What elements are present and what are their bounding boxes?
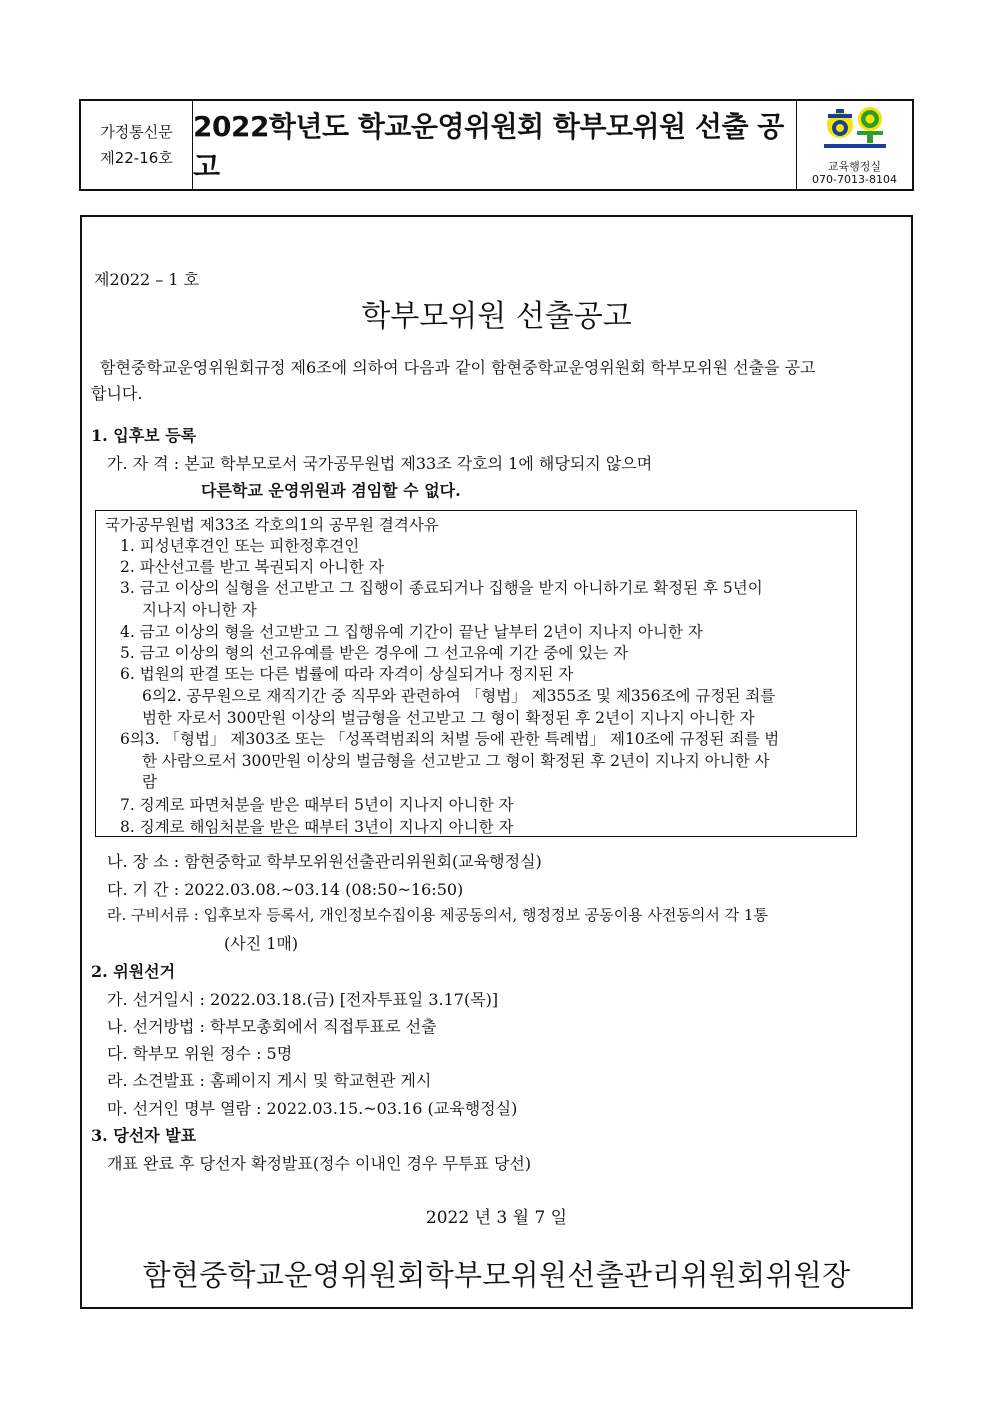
box-line: 범한 자로서 300만원 이상의 벌금형을 선고받고 그 형이 확정된 후 2년이 지나지 아니한 자	[142, 709, 755, 727]
school-logo-icon	[820, 106, 890, 154]
header-contact	[796, 101, 912, 189]
section-2-heading: 2. 위원선거	[91, 962, 176, 981]
doc-type: 가정통신문	[100, 123, 173, 141]
qualification-line-2: 다른학교 운영위원과 겸임할 수 없다.	[201, 481, 461, 500]
box-line: 2. 파산선고를 받고 복권되지 아니한 자	[120, 558, 385, 576]
notice-title: 학부모위원 선출공고	[361, 299, 632, 334]
box-line: 6. 법원의 판결 또는 다른 법률에 따라 자격이 상실되거나 정지된 자	[120, 665, 574, 683]
office-phone: 070-7013-8104	[812, 173, 897, 186]
intro-line-1: 함현중학교운영위원회규정 제6조에 의하여 다음과 같이 함현중학교운영위원회 학부모위원 선출을 공고	[100, 358, 816, 377]
header-doc-info	[81, 101, 193, 189]
box-line: 3. 금고 이상의 실형을 선고받고 그 집행이 종료되거나 집행을 받지 아니하기로 확정된 후 5년이	[120, 579, 763, 597]
qualification-line-1: 가. 자 격 : 본교 학부모로서 국가공무원법 제33조 각호의 1에 해당되지 않으며	[107, 454, 653, 473]
election-item: 가. 선거일시 : 2022.03.18.(금) [전자투표일 3.17(목)]	[107, 990, 499, 1009]
box-line: 한 사람으로서 300만원 이상의 벌금형을 선고받고 그 형이 확정된 후 2년이 지나지 아니한 사	[142, 752, 770, 770]
documents-line-2: (사진 1매)	[224, 934, 299, 953]
section-1-heading: 1. 입후보 등록	[91, 426, 197, 445]
box-line: 지나지 아니한 자	[142, 601, 257, 619]
intro-line-2: 합니다.	[91, 384, 143, 403]
doc-number: 제22-16호	[100, 149, 173, 167]
election-item: 마. 선거인 명부 열람 : 2022.03.15.~03.16 (교육행정실)	[107, 1099, 518, 1118]
header-title: 2022학년도 학교운영위원회 학부모위원 선출 공고	[193, 110, 784, 183]
period-line: 다. 기 간 : 2022.03.08.~03.14 (08:50~16:50)	[107, 880, 464, 899]
box-title: 국가공무원법 제33조 각호의1의 공무원 결격사유	[105, 516, 439, 534]
notice-number: 제2022 – 1 호	[94, 270, 200, 289]
place-line: 나. 장 소 : 함현중학교 학부모위원선출관리위원회(교육행정실)	[107, 852, 542, 871]
box-line: 람	[142, 773, 157, 791]
section-3-heading: 3. 당선자 발표	[91, 1126, 197, 1145]
notice-body	[80, 215, 913, 1309]
election-item: 다. 학부모 위원 정수 : 5명	[107, 1044, 293, 1063]
notice-header	[79, 99, 914, 191]
disqualification-box	[95, 510, 857, 837]
box-line: 7. 징계로 파면처분을 받은 때부터 5년이 지나지 아니한 자	[120, 796, 514, 814]
notice-signer: 함현중학교운영위원회학부모위원선출관리위원회위원장	[142, 1258, 851, 1292]
election-item: 라. 소견발표 : 홈페이지 게시 및 학교현관 게시	[107, 1071, 432, 1090]
box-line: 8. 징계로 해임처분을 받은 때부터 3년이 지나지 아니한 자	[120, 818, 514, 836]
box-line: 6의3. 「형법」 제303조 또는 「성폭력범죄의 처벌 등에 관한 특례법」 제10조에 규정된 죄를 범	[120, 730, 780, 748]
documents-line-1: 라. 구비서류 : 입후보자 등록서, 개인정보수집이용 제공동의서, 행정정보 공동이용 사전동의서 각 1통	[107, 906, 768, 924]
announcement-text: 개표 완료 후 당선자 확정발표(정수 이내인 경우 무투표 당선)	[107, 1154, 532, 1173]
box-line: 5. 금고 이상의 형의 선고유예를 받은 경우에 그 선고유예 기간 중에 있는 자	[120, 644, 629, 662]
box-line: 1. 피성년후견인 또는 피한정후견인	[120, 537, 360, 555]
box-line: 4. 금고 이상의 형을 선고받고 그 집행유예 기간이 끝난 날부터 2년이 지나지 아니한 자	[120, 623, 703, 641]
election-item: 나. 선거방법 : 학부모총회에서 직접투표로 선출	[107, 1017, 437, 1036]
notice-date: 2022 년 3 월 7 일	[425, 1208, 568, 1228]
office-name: 교육행정실	[827, 160, 882, 173]
box-line: 6의2. 공무원으로 재직기간 중 직무와 관련하여 「형법」 제355조 및 제356조에 규정된 죄를	[142, 687, 776, 705]
